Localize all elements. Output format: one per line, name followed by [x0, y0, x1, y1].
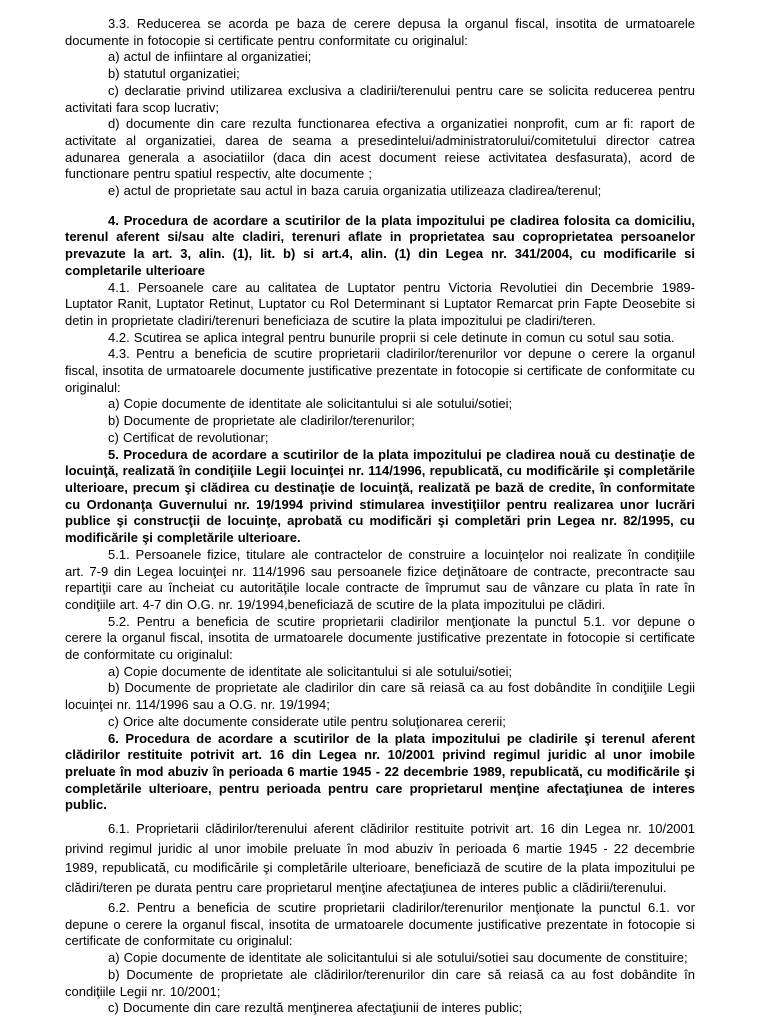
- item-5-2-b: b) Documente de proprietate ale cladirilor din care să reiasă ca au fost dobândite în condiţiile Legii locuinţei nr. 114/1996 sau a O.G. nr. 19/1994;: [65, 680, 695, 713]
- section-4-heading: 4. Procedura de acordare a scutirilor de la plata impozitului pe cladirea folosita ca domiciliu, terenul aferent si/sau alte cladiri, terenuri aflate in proprietatea sau coproprietatea persoanelor prevazute la art. 3, alin. (1), lit. b) si art.4, alin. (1) din Legea nr. 341/2004, cu modificarile si completarile ulterioare: [65, 212, 695, 278]
- paragraph-6-1: 6.1. Proprietarii clădirilor/terenului aferent clădirilor restituite potrivit art. 16 din Legea nr. 10/2001 privind regimul juridic al unor imobile preluate în mod abuziv în perioada 6 martie 1945 - 22 decembrie 1989, republicată, cu modificările şi completările ulterioare, beneficiază de scutire de la plata impozitului pe clădiri/teren pe durata pentru care proprietarul menţine afectaţiunea de interes public a clădirii/terenului.: [65, 821, 695, 895]
- paragraph-4-3: 4.3. Pentru a beneficia de scutire proprietarii cladirilor/terenurilor vor depune o cerere la organul fiscal, insotita de urmatoarele documente justificative prezentate in fotocopie si certificate de conformitate cu originalul:: [65, 346, 695, 395]
- section-5-heading: 5. Procedura de acordare a scutirilor de la plata impozitului pe cladirea nouă cu destinaţie de locuinţă, realizată în condiţiile Legii locuinţei nr. 114/1996, republicată, cu modificările şi completările ulterioare, precum şi clădirea cu destinaţie de locuinţă, realizată pe bază de credite, în conformitate cu Ordonanţa Guvernului nr. 19/1994 privind stimularea investiţiilor pentru realizarea unor lucrări publice şi construcţii de locuinţe, aprobată cu modificări şi completări prin Legea nr. 82/1995, cu modificările şi completările ulterioare.: [65, 446, 695, 546]
- paragraph-5-1: 5.1. Persoanele fizice, titulare ale contractelor de construire a locuinţelor noi realizate în condiţiile art. 7-9 din Legea locuinţei nr. 114/1996 sau persoanele fizice deţinătoare de contracte, precontracte sau repartiţii care au încheiat cu autorităţile locale contracte de împrumut sau de vânzare cu plata în rate în condiţiile art. 4-7 din O.G. nr. 19/1994,beneficiază de scutire de la plata impozitului pe clădiri.: [65, 546, 695, 612]
- item-3-3-d: d) documente din care rezulta functionarea efectiva a organizatiei nonprofit, cum ar fi: raport de activitate al organizatiei, darea de seama a presedintelui/administratorului/comitetului director catrea adunarea generala a asociatiilor (daca din acest document reiese activitatea desfasurata), acord de functionare pentru spatiul respectiv, alte documente ;: [65, 116, 695, 182]
- item-3-3-b: b) statutul organizatiei;: [108, 66, 240, 82]
- document-body: [65, 16, 695, 1017]
- item-4-3-c: c) Certificat de revolutionar;: [108, 429, 269, 445]
- item-3-3-a: a) actul de infiintare al organizatiei;: [108, 49, 312, 65]
- section-6-heading: 6. Procedura de acordare a scutirilor de la plata impozitului pe cladirile şi terenul aferent clădirilor restituite potrivit art. 16 din Legea nr. 10/2001 privind regimul juridic al unor imobile preluate în mod abuziv în perioada 6 martie 1945 - 22 decembrie 1989, republicată, cu modificările şi completările ulterioare, pentru perioada pentru care proprietarul menţine afectaţiunea de interes public.: [65, 730, 695, 813]
- paragraph-4-2: 4.2. Scutirea se aplica integral pentru bunurile proprii si cele detinute in comun cu sotul sau sotia.: [108, 329, 675, 345]
- paragraph-3-3: 3.3. Reducerea se acorda pe baza de cerere depusa la organul fiscal, insotita de urmatoarele documente in fotocopie si certificate pentru conformitate cu originalul:: [65, 16, 695, 48]
- item-5-2-a: a) Copie documente de identitate ale solicitantului si ale sotului/sotiei;: [108, 663, 513, 679]
- item-3-3-e: e) actul de proprietate sau actul in baza caruia organizatia utilizeaza cladirea/terenul;: [108, 183, 602, 199]
- paragraph-5-2: 5.2. Pentru a beneficia de scutire proprietarii cladirilor menţionate la punctul 5.1. vor depune o cerere la organul fiscal, insotita de urmatoarele documente justificative prezentate in fotocopie si certificate de conformitate cu originalul:: [65, 613, 695, 663]
- item-6-2-a: a) Copie documente de identitate ale solicitantului si ale sotului/sotiei sau documente de constituire;: [108, 950, 688, 966]
- paragraph-4-1: 4.1. Persoanele care au calitatea de Luptator pentru Victoria Revolutiei din Decembrie 1989- Luptator Ranit, Luptator Retinut, Luptator cu Rol Determinant si Luptator Remarcat prin Fapte Deosebite si detin in proprietate cladiri/terenuri beneficiaza de scutire la plata impozitului pe cladiri/teren.: [65, 279, 695, 328]
- item-5-2-c: c) Orice alte documente considerate utile pentru soluţionarea cererii;: [108, 713, 506, 729]
- item-6-2-b: b) Documente de proprietate ale clădirilor/terenurilor din care să reiasă ca au fost dobândite în condiţiile Legii nr. 10/2001;: [65, 966, 695, 999]
- item-4-3-a: a) Copie documente de identitate ale solicitantului si ale sotului/sotiei;: [108, 396, 513, 412]
- item-4-3-b: b) Documente de proprietate ale cladirilor/terenurilor;: [108, 413, 415, 429]
- paragraph-6-2: 6.2. Pentru a beneficia de scutire proprietarii cladirilor/terenurilor menţionate la punctul 6.1. vor depune o cerere la organul fiscal, insotita de urmatoarele documente justificative prezentate in fotocopie si certificate de conformitate cu originalul:: [65, 900, 695, 949]
- item-6-2-c: c) Documente din care rezultă menţinerea afectaţiunii de interes public;: [108, 1000, 523, 1016]
- item-3-3-c: c) declaratie privind utilizarea exclusiva a cladirii/terenului pentru care se solicita reducerea pentru activitati fara scop lucrativ;: [65, 82, 695, 115]
